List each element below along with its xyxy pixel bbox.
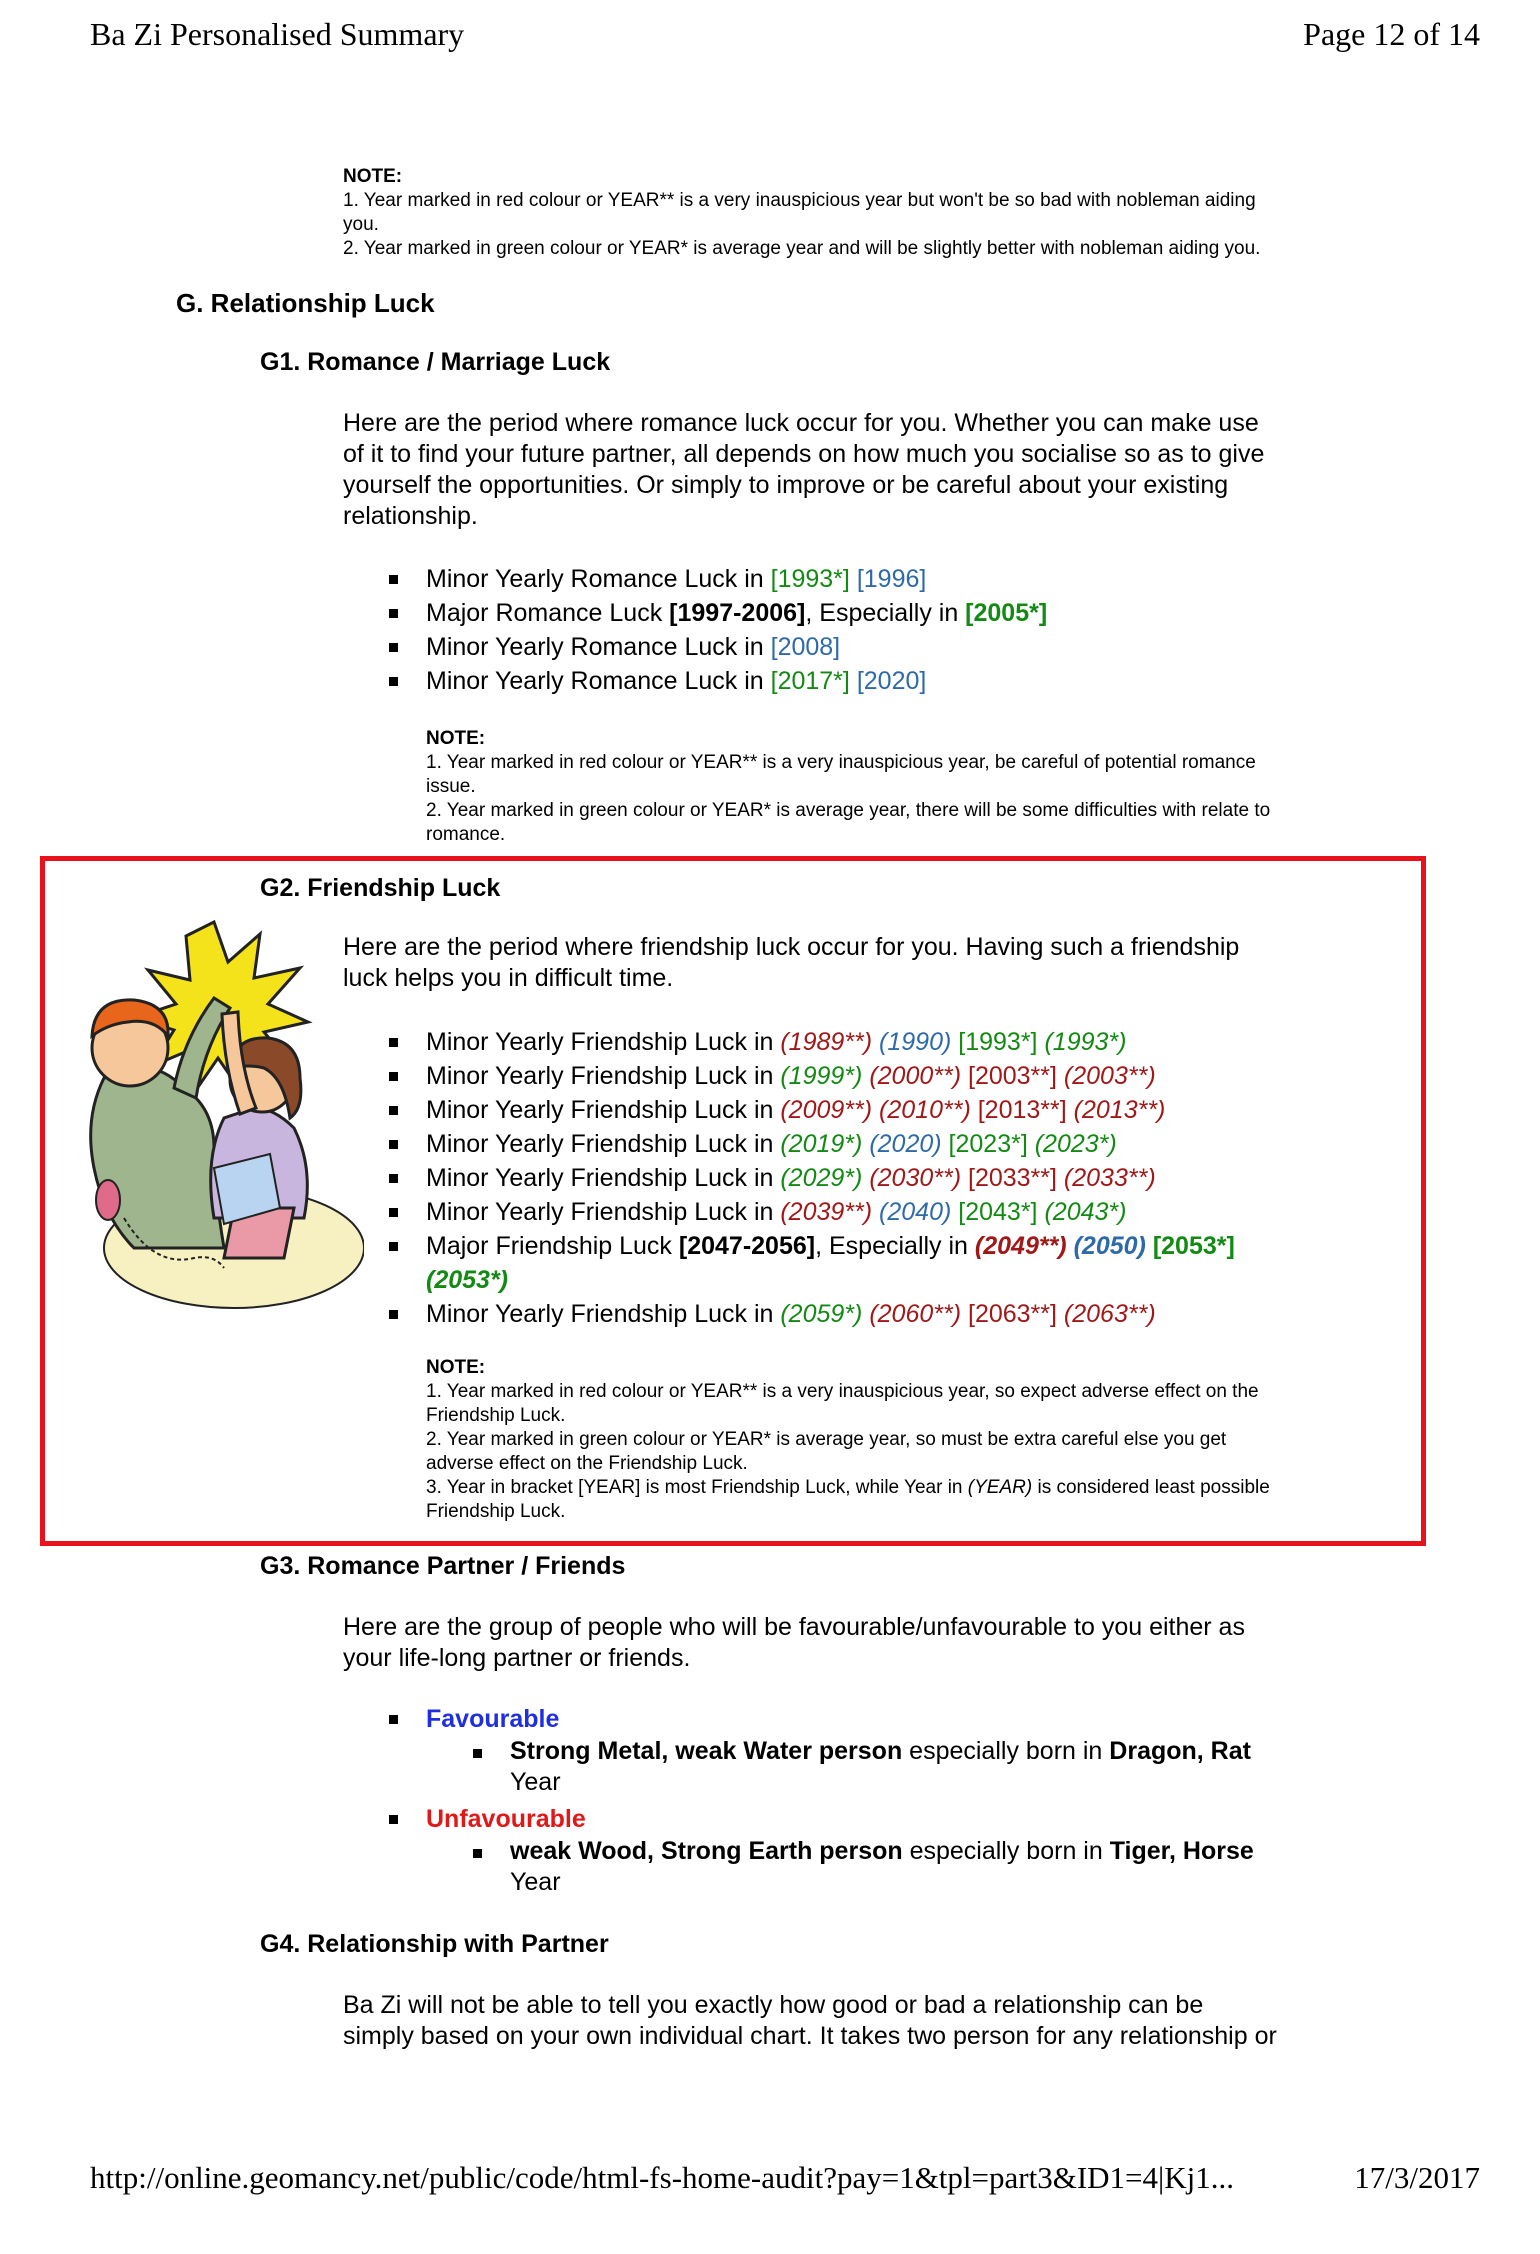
list-item: Minor Yearly Friendship Luck in (1999*) (2000**) [2003**] (2003**) [386,1059,1386,1093]
subsection-title: G1. Romance / Marriage Luck [260,348,611,376]
list-item-unfavourable: Unfavourable [386,1802,1386,1836]
note-line: adverse effect on the Friendship Luck. [426,1453,748,1474]
g3-paragraph [343,1612,1403,1674]
g1-note [426,727,1386,847]
list-item: Major Friendship Luck [2047-2056], Especially in (2049**) (2050) [2053*] (2053*) [386,1229,1386,1297]
g1-paragraph [343,408,1403,532]
note-label: NOTE: [343,166,403,187]
para-line: Here are the period where friendship luck occur for you. Having such a friendship [343,933,1240,961]
note-label: NOTE: [426,1357,486,1378]
footer-date: 17/3/2017 [1354,2160,1480,2195]
footer-url: http://online.geomancy.net/public/code/html-fs-home-audit?pay=1&tpl=part3&ID1=4|Kj1... [90,2160,1234,2195]
note-line: issue. [426,776,476,797]
para-line: Here are the period where romance luck occur for you. Whether you can make use [343,409,1259,437]
para-line: luck helps you in difficult time. [343,964,674,992]
para-line: relationship. [343,502,478,530]
list-item: Minor Yearly Romance Luck in [2017*] [2020] [386,664,1426,698]
para-line: Ba Zi will not be able to tell you exactly how good or bad a relationship can be [343,1991,1204,2019]
g1-list [386,562,1426,698]
list-item: Minor Yearly Romance Luck in [1993*] [1996] [386,562,1426,596]
note-line: Friendship Luck. [426,1501,566,1522]
para-line: yourself the opportunities. Or simply to improve or be careful about your existing [343,471,1229,499]
note-line: you. [343,214,379,235]
note-line: romance. [426,824,506,845]
g3-list [386,1802,1386,1836]
para-line: of it to find your future partner, all depends on how much you socialise so as to give [343,440,1265,468]
header-title: Ba Zi Personalised Summary [90,16,465,52]
list-item: Minor Yearly Friendship Luck in (2009**) (2010**) [2013**] (2013**) [386,1093,1386,1127]
list-item: Major Romance Luck [1997-2006], Especially in [2005*] [386,596,1426,630]
note-line: 2. Year marked in green colour or YEAR* is average year, there will be some difficulties with relate to [426,800,1271,821]
note-line: 2. Year marked in green colour or YEAR* is average year, so must be extra careful else you get [426,1429,1227,1450]
g2-paragraph [343,932,1403,994]
para-line: your life-long partner or friends. [343,1644,691,1672]
section-title: G. Relationship Luck [176,288,435,318]
list-item: Minor Yearly Friendship Luck in (2019*) (2020) [2023*] (2023*) [386,1127,1386,1161]
list-item: Minor Yearly Romance Luck in [2008] [386,630,1426,664]
note-line: 3. Year in bracket [YEAR] is most Friendship Luck, while Year in (YEAR) is considered least possible [426,1477,1270,1498]
top-note [343,165,1363,261]
list-item: Strong Metal, weak Water person especially born in Dragon, Rat Year [470,1736,1370,1798]
list-item-favourable: Favourable [386,1702,1386,1736]
list-item: Minor Yearly Friendship Luck in (2039**) (2040) [2043*] (2043*) [386,1195,1386,1229]
friends-cartoon-illustration [64,918,364,1318]
note-line: 1. Year marked in red colour or YEAR** is a very inauspicious year, be careful of potential romance [426,752,1256,773]
para-line: simply based on your own individual chart. It takes two person for any relationship or [343,2022,1277,2050]
g2-list [386,1025,1386,1331]
g3-sublist [470,1836,1370,1898]
page-number: Page 12 of 14 [1303,16,1480,52]
list-item: Minor Yearly Friendship Luck in (2029*) (2030**) [2033**] (2033**) [386,1161,1386,1195]
g2-note [426,1356,1386,1524]
note-line: 1. Year marked in red colour or YEAR** is a very inauspicious year but won't be so bad with nobleman aiding [343,190,1256,211]
list-item: Minor Yearly Friendship Luck in (2059*) (2060**) [2063**] (2063**) [386,1297,1386,1331]
list-item: weak Wood, Strong Earth person especially born in Tiger, Horse Year [470,1836,1370,1898]
subsection-title: G2. Friendship Luck [260,874,501,902]
list-item: Minor Yearly Friendship Luck in (1989**) (1990) [1993*] (1993*) [386,1025,1386,1059]
para-line: Here are the group of people who will be favourable/unfavourable to you either as [343,1613,1245,1641]
note-line: Friendship Luck. [426,1405,566,1426]
note-line: 1. Year marked in red colour or YEAR** is a very inauspicious year, so expect adverse effect on the [426,1381,1259,1402]
g3-list [386,1702,1386,1736]
subsection-title: G3. Romance Partner / Friends [260,1552,626,1580]
g3-sublist [470,1736,1370,1798]
note-line: 2. Year marked in green colour or YEAR* is average year and will be slightly better with nobleman aiding you. [343,238,1261,259]
g4-paragraph [343,1990,1423,2052]
note-label: NOTE: [426,728,486,749]
subsection-title: G4. Relationship with Partner [260,1930,609,1958]
